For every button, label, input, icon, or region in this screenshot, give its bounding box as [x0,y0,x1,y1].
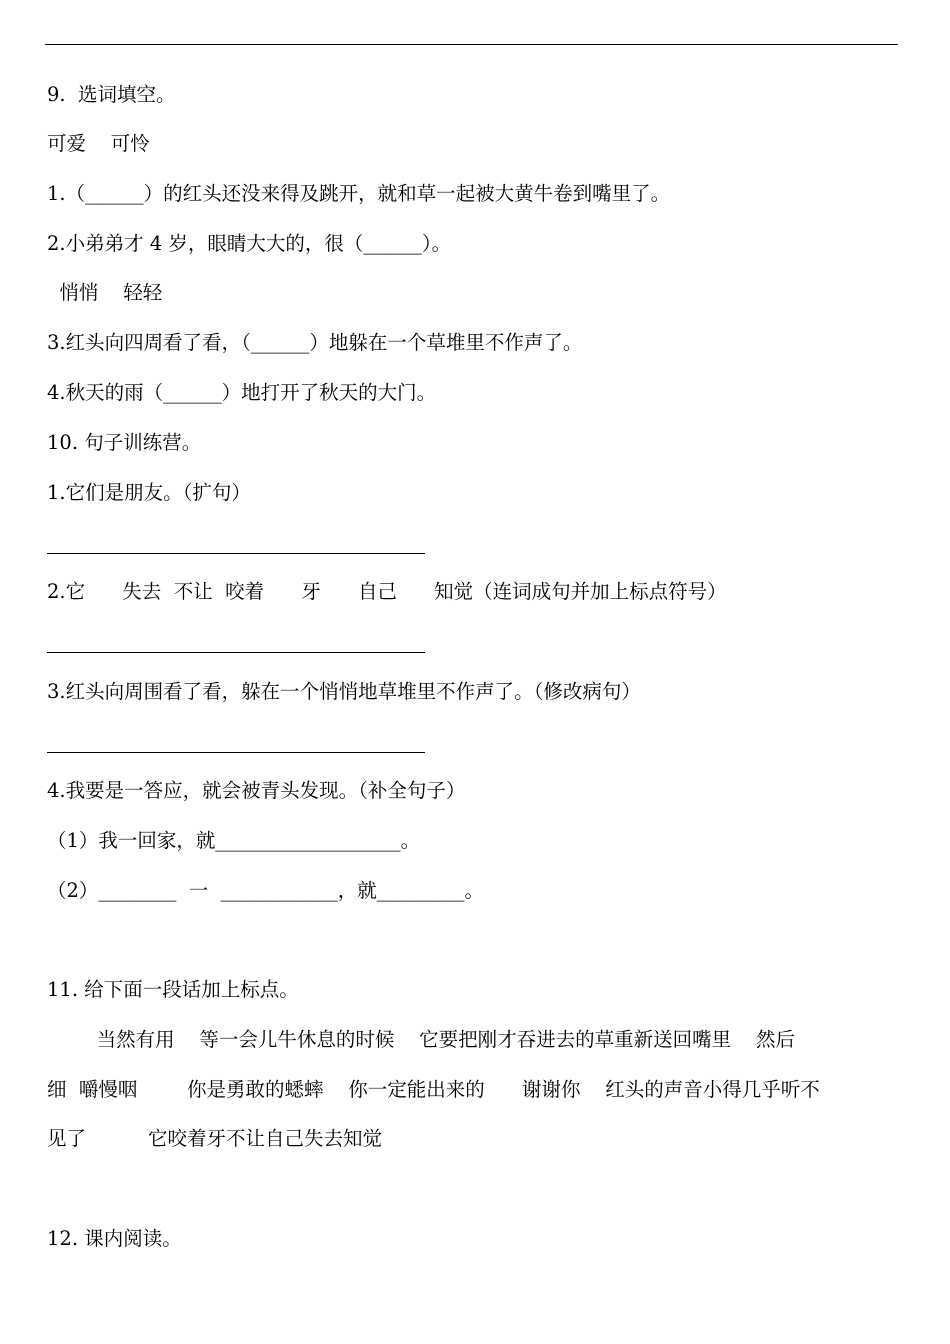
q11-passage-line-1: 当然有用 等一会儿牛休息的时候 它要把刚才吞进去的草重新送回嘴里 然后 [47,1028,795,1051]
q11-passage-line-2: 细 嚼慢咽 你是勇敢的蟋蟀 你一定能出来的 谢谢你 红头的声音小得几乎听不 [47,1078,820,1101]
word-choice-group-2: 悄悄 轻轻 [47,281,163,304]
question-9-title: 9. 选词填空。 [47,83,176,106]
q10-item-2: 2.它 失去 不让 咬着 牙 自己 知觉（连词成句并加上标点符号） [47,580,727,603]
answer-line-1 [47,553,425,554]
q10-item-3: 3.红头向周围看了看，躲在一个悄悄地草堆里不作声了。（修改病句） [47,680,641,703]
q9-item-2: 2.小弟弟才 4 岁，眼睛大大的，很（______）。 [47,232,452,255]
answer-line-2 [47,652,425,653]
word-choice-group-1: 可爱 可怜 [47,132,150,155]
question-12-title: 12. 课内阅读。 [47,1227,182,1250]
answer-line-3 [47,752,425,753]
q10-item-4: 4.我要是一答应，就会被青头发现。（补全句子） [47,779,466,802]
q9-item-3: 3.红头向四周看了看，（______）地躲在一个草堆里不作声了。 [47,331,583,354]
question-11-title: 11. 给下面一段话加上标点。 [47,978,299,1001]
header-rule [45,44,898,45]
q10-sub-2: （2）________ 一 ____________，就_________。 [47,879,484,902]
q11-passage-line-3: 见了 它咬着牙不让自己失去知觉 [47,1127,382,1150]
q10-item-1: 1.它们是朋友。（扩句） [47,481,251,504]
question-10-title: 10. 句子训练营。 [47,431,202,454]
q9-item-1: 1.（______）的红头还没来得及跳开，就和草一起被大黄牛卷到嘴里了。 [47,182,671,205]
q9-item-4: 4.秋天的雨（______）地打开了秋天的大门。 [47,381,437,404]
q10-sub-1: （1）我一回家，就___________________。 [47,829,421,852]
